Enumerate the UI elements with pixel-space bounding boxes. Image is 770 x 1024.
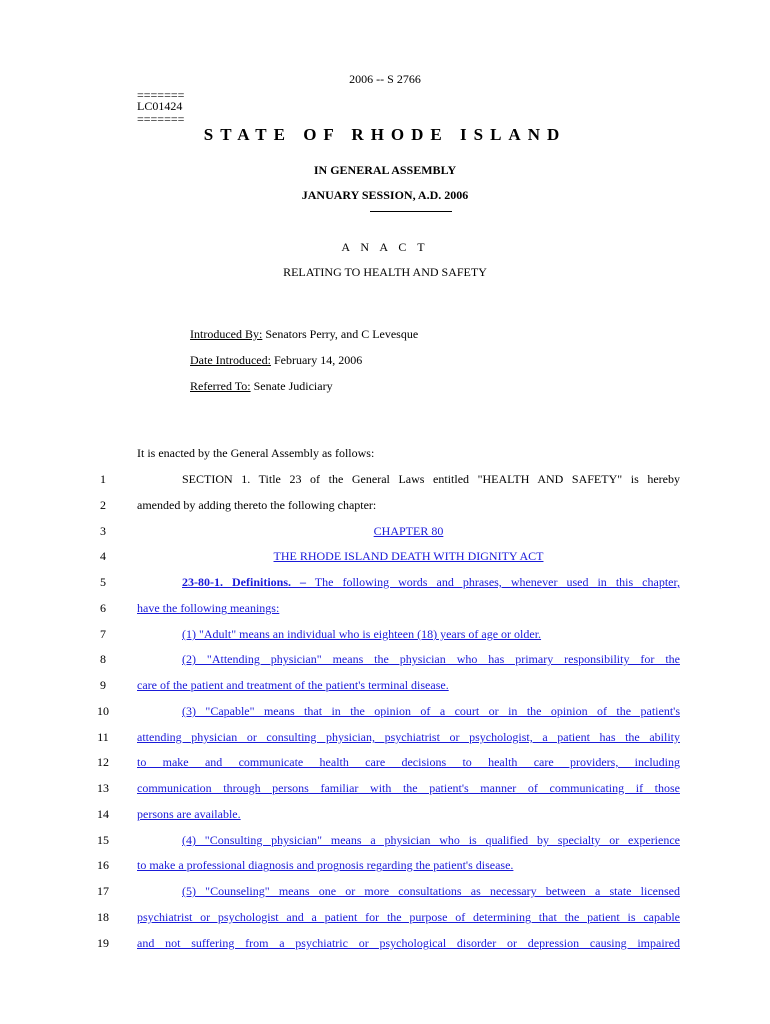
separator-bar-top: ======= bbox=[137, 88, 185, 102]
bill-line: SECTION 1. Title 23 of the General Laws entitled "HEALTH AND SAFETY" is hereby bbox=[182, 472, 680, 486]
general-assembly-heading: IN GENERAL ASSEMBLY bbox=[313, 163, 457, 177]
inserted-text: care of the patient and treatment of the patient's terminal disease. bbox=[137, 678, 449, 692]
line-number: 13 bbox=[97, 781, 109, 795]
line-number: 12 bbox=[97, 755, 109, 769]
line-number: 2 bbox=[100, 498, 106, 512]
inserted-text: (1) "Adult" means an individual who is eighteen (18) years of age or older. bbox=[182, 627, 542, 641]
introduced-by-value: Senators Perry, and C Levesque bbox=[262, 327, 419, 341]
inserted-text: and not suffering from a psychiatric or psychological disorder or depression causing impaired bbox=[137, 936, 680, 950]
inserted-text: to make and communicate health care decisions to health care providers, including bbox=[137, 755, 680, 769]
line-number: 4 bbox=[100, 549, 106, 563]
inserted-text: (4) "Consulting physician" means a physician who is qualified by specialty or experience bbox=[182, 833, 680, 847]
bill-reference: 2006 -- S 2766 bbox=[349, 72, 421, 86]
line-number: 19 bbox=[97, 936, 109, 950]
line-number: 7 bbox=[100, 627, 106, 641]
referred-to-value: Senate Judiciary bbox=[250, 379, 333, 393]
act-heading: A N A C T bbox=[341, 240, 429, 254]
referred-to bbox=[190, 379, 333, 394]
line-number: 17 bbox=[97, 884, 109, 898]
inserted-text: have the following meanings: bbox=[137, 601, 280, 615]
line-number: 16 bbox=[97, 858, 109, 872]
section-heading-line bbox=[137, 575, 680, 590]
date-introduced bbox=[190, 353, 362, 368]
introduced-by-label: Introduced By: bbox=[190, 327, 263, 341]
line-number: 6 bbox=[100, 601, 106, 615]
title-divider bbox=[370, 211, 452, 212]
state-title: STATE OF RHODE ISLAND bbox=[203, 125, 567, 144]
line-number: 15 bbox=[97, 833, 109, 847]
inserted-text: communication through persons familiar with the patient's manner of communicating if those bbox=[137, 781, 680, 795]
date-introduced-label: Date Introduced: bbox=[190, 353, 271, 367]
line-number: 3 bbox=[100, 524, 106, 538]
line-number: 18 bbox=[97, 910, 109, 924]
line-number: 11 bbox=[97, 730, 109, 744]
inserted-text: (5) "Counseling" means one or more consultations as necessary between a state licensed bbox=[182, 884, 680, 898]
lc-number: LC01424 bbox=[137, 99, 183, 113]
bill-line: amended by adding thereto the following chapter: bbox=[137, 498, 377, 512]
line-number: 14 bbox=[97, 807, 109, 821]
act-title: RELATING TO HEALTH AND SAFETY bbox=[283, 265, 487, 279]
separator-bar-bottom: ======= bbox=[137, 112, 185, 126]
line-number: 9 bbox=[100, 678, 106, 692]
line-number: 8 bbox=[100, 652, 106, 666]
referred-to-label: Referred To: bbox=[190, 379, 251, 393]
chapter-heading: CHAPTER 80 bbox=[373, 524, 444, 538]
inserted-text: psychiatrist or psychologist and a patient for the purpose of determining that the patient is capable bbox=[137, 910, 680, 924]
introduced-by bbox=[190, 327, 418, 342]
section-heading: 23-80-1. Definitions. – bbox=[182, 575, 307, 589]
inserted-text: The following words and phrases, whenever used in this chapter, bbox=[306, 575, 680, 589]
inserted-text: to make a professional diagnosis and prognosis regarding the patient's disease. bbox=[137, 858, 514, 872]
inserted-text: (2) "Attending physician" means the physician who has primary responsibility for the bbox=[182, 652, 680, 666]
date-introduced-value: February 14, 2006 bbox=[270, 353, 363, 367]
inserted-text: persons are available. bbox=[137, 807, 241, 821]
inserted-text: attending physician or consulting physician, psychiatrist or psychologist, a patient has the ability bbox=[137, 730, 680, 744]
line-number: 1 bbox=[100, 472, 106, 486]
chapter-title: THE RHODE ISLAND DEATH WITH DIGNITY ACT bbox=[273, 549, 544, 563]
inserted-text: (3) "Capable" means that in the opinion of a court or in the opinion of the patient's bbox=[182, 704, 680, 718]
line-number: 10 bbox=[97, 704, 109, 718]
enacting-clause: It is enacted by the General Assembly as follows: bbox=[137, 446, 375, 460]
line-number: 5 bbox=[100, 575, 106, 589]
session-heading: JANUARY SESSION, A.D. 2006 bbox=[301, 188, 469, 202]
